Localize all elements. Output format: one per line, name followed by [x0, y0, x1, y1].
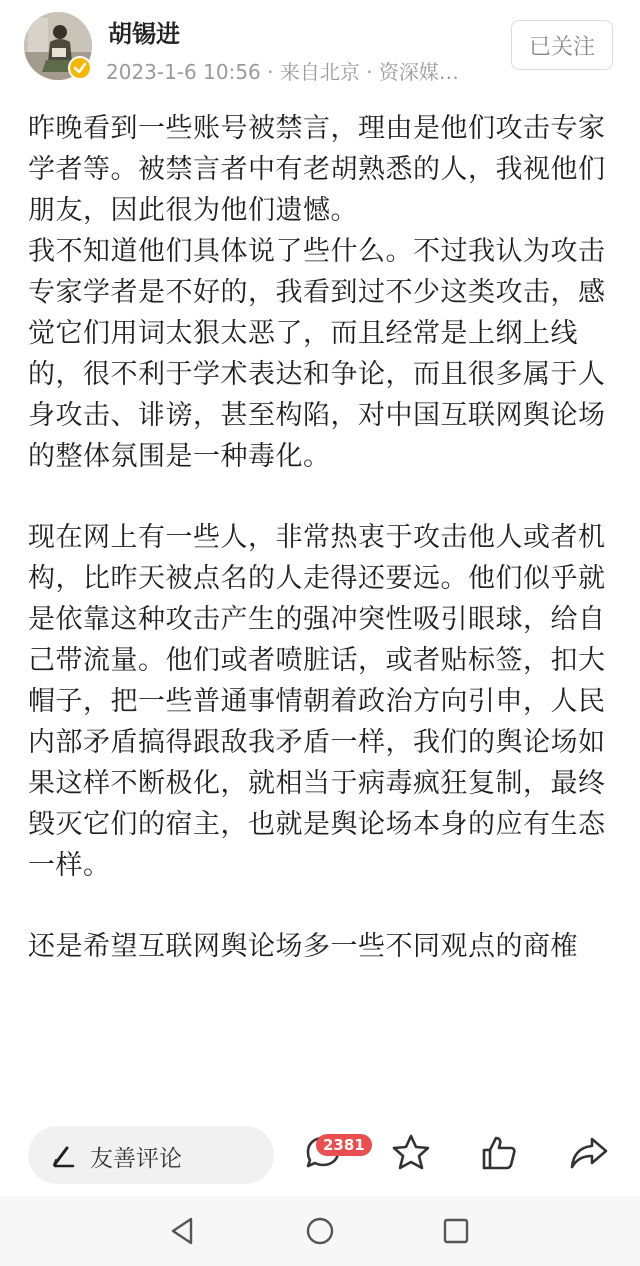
back-icon[interactable] [164, 1213, 200, 1249]
post-paragraph: 我不知道他们具体说了些什么。不过我认为攻击专家学者是不好的，我看到过不少这类攻击，感觉它们用词太狠太恶了，而且经常是上纲上线的，很不利于学术表达和争论，而且很多属于人身攻击、诽谤，甚至构陷，对中国互联网舆论场的整体氛围是一种毒化。 [28, 236, 606, 472]
share-icon[interactable] [566, 1130, 612, 1176]
comment-placeholder: 友善评论 [90, 1146, 182, 1172]
action-bar [0, 1110, 640, 1196]
post-paragraph: 还是希望互联网舆论场多一些不同观点的商榷 [28, 931, 578, 962]
home-icon[interactable] [302, 1213, 338, 1249]
post-paragraph: 现在网上有一些人，非常热衷于攻击他人或者机构，比昨天被点名的人走得还要远。他们似乎就是依靠这种攻击产生的强冲突性吸引眼球，给自己带流量。他们或者喷脏话，或者贴标签，扣大帽子，把一些普通事情朝着政治方向引申，人民内部矛盾搞得跟敌我矛盾一样，我们的舆论场如果这样不断极化，就相当于病毒疯狂复制，最终毁灭它们的宿主，也就是舆论场本身的应有生态一样。 [28, 522, 606, 881]
paragraph-gap [28, 477, 618, 517]
post-meta: 2023-1-6 10:56 · 来自北京 · 资深媒… [106, 60, 459, 84]
post-header [0, 0, 640, 100]
paragraph-gap [28, 886, 618, 926]
post-body [28, 108, 618, 967]
comment-input[interactable] [28, 1126, 274, 1184]
pen-icon [50, 1143, 76, 1169]
recents-icon[interactable] [438, 1213, 474, 1249]
like-icon[interactable] [476, 1130, 522, 1176]
author-name[interactable]: 胡锡进 [108, 20, 180, 48]
follow-button[interactable]: 已关注 [511, 20, 613, 70]
post-paragraph: 昨晚看到一些账号被禁言，理由是他们攻击专家学者等。被禁言者中有老胡熟悉的人，我视他们朋友，因此很为他们遗憾。 [28, 113, 606, 226]
verified-badge-icon [68, 56, 92, 80]
star-icon[interactable] [388, 1130, 434, 1176]
system-nav-bar [0, 1196, 640, 1266]
comment-count-badge: 2381 [316, 1134, 372, 1156]
